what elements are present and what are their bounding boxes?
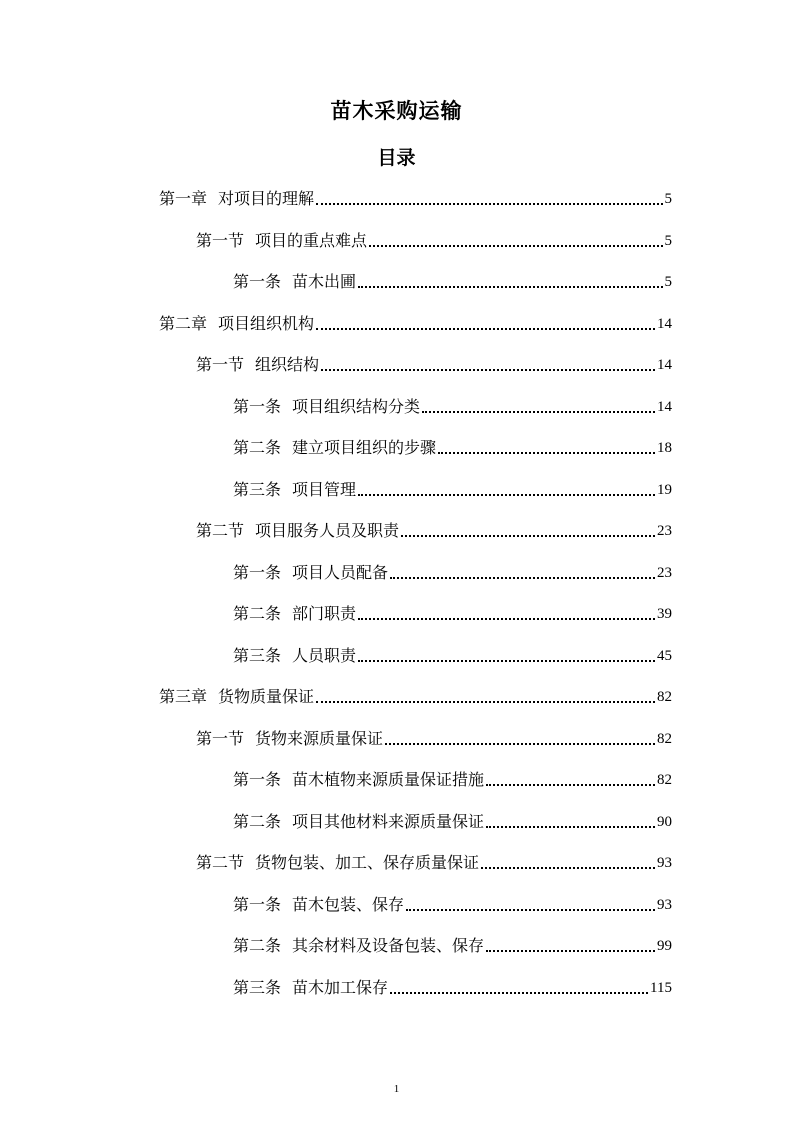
toc-entry-number: 第二节 xyxy=(196,521,245,540)
toc-entry-page: 23 xyxy=(657,565,672,581)
toc-entry-number: 第一条 xyxy=(233,272,282,291)
toc-entry-page: 5 xyxy=(664,191,672,207)
toc-entry-page: 99 xyxy=(657,938,672,954)
toc-entry-number: 第二条 xyxy=(233,438,282,457)
toc-entry-section-2-1[interactable] xyxy=(196,352,672,376)
toc-entry-text: 项目其他材料来源质量保证 xyxy=(292,812,485,831)
toc-entry-page: 45 xyxy=(657,648,672,664)
toc-entry-article-3-1-1[interactable] xyxy=(233,767,672,791)
toc-entry-article-2-1-3[interactable] xyxy=(233,477,672,501)
toc-entry-text: 建立项目组织的步骤 xyxy=(292,438,437,457)
toc-entry-article-1-1-1[interactable] xyxy=(233,269,672,293)
toc-entry-article-3-2-2[interactable] xyxy=(233,933,672,957)
toc-entry-page: 39 xyxy=(657,606,672,622)
toc-entry-text: 项目组织结构分类 xyxy=(292,397,421,416)
toc-dot-leader xyxy=(316,328,655,330)
toc-dot-leader xyxy=(401,535,655,537)
toc-entry-number: 第二条 xyxy=(233,936,282,955)
toc-entry-page: 14 xyxy=(657,316,672,332)
toc-entry-text: 其余材料及设备包装、保存 xyxy=(292,936,485,955)
toc-dot-leader xyxy=(321,369,655,371)
toc-dot-leader xyxy=(316,701,655,703)
toc-entry-number: 第三条 xyxy=(233,480,282,499)
toc-entry-text: 部门职责 xyxy=(292,604,357,623)
toc-entry-number: 第一节 xyxy=(196,231,245,250)
toc-dot-leader xyxy=(316,203,662,205)
toc-entry-chapter-2[interactable] xyxy=(159,311,672,335)
toc-entry-number: 第三条 xyxy=(233,646,282,665)
toc-entry-article-2-2-2[interactable] xyxy=(233,601,672,625)
toc-dot-leader xyxy=(486,950,655,952)
toc-entry-section-3-2[interactable] xyxy=(196,850,672,874)
toc-entry-text: 苗木植物来源质量保证措施 xyxy=(292,770,485,789)
toc-entry-page: 93 xyxy=(657,855,672,871)
toc-entry-text: 苗木出圃 xyxy=(292,272,357,291)
toc-dot-leader xyxy=(358,286,662,288)
toc-dot-leader xyxy=(358,660,655,662)
toc-entry-page: 14 xyxy=(657,399,672,415)
toc-entry-page: 93 xyxy=(657,897,672,913)
toc-entry-number: 第二条 xyxy=(233,604,282,623)
toc-entry-number: 第一条 xyxy=(233,770,282,789)
toc-entry-page: 82 xyxy=(657,772,672,788)
toc-entry-number: 第一条 xyxy=(233,895,282,914)
toc-entry-chapter-1[interactable] xyxy=(159,186,672,210)
toc-entry-number: 第二条 xyxy=(233,812,282,831)
toc-entry-number: 第一条 xyxy=(233,563,282,582)
toc-entry-number: 第二节 xyxy=(196,853,245,872)
toc-entry-page: 19 xyxy=(657,482,672,498)
toc-dot-leader xyxy=(438,452,655,454)
toc-entry-article-2-1-2[interactable] xyxy=(233,435,672,459)
toc-entry-number: 第一章 xyxy=(159,189,208,208)
toc-dot-leader xyxy=(422,411,655,413)
toc-entry-text: 对项目的理解 xyxy=(218,189,315,208)
toc-entry-page: 23 xyxy=(657,523,672,539)
toc-entry-section-3-1[interactable] xyxy=(196,726,672,750)
toc-entry-text: 货物包装、加工、保存质量保证 xyxy=(255,853,480,872)
toc-entry-text: 苗木包装、保存 xyxy=(292,895,405,914)
toc-dot-leader xyxy=(486,784,655,786)
toc-entry-text: 货物来源质量保证 xyxy=(255,729,384,748)
toc-dot-leader xyxy=(486,826,655,828)
toc-entry-page: 82 xyxy=(657,689,672,705)
toc-entry-page: 115 xyxy=(650,980,672,996)
toc-dot-leader xyxy=(358,618,655,620)
toc-entry-page: 14 xyxy=(657,357,672,373)
toc-entry-number: 第一节 xyxy=(196,355,245,374)
toc-entry-number: 第一节 xyxy=(196,729,245,748)
toc-entry-page: 18 xyxy=(657,440,672,456)
toc-entry-article-2-1-1[interactable] xyxy=(233,394,672,418)
page-number: 1 xyxy=(393,1083,400,1095)
toc-entry-number: 第一条 xyxy=(233,397,282,416)
toc-entry-text: 人员职责 xyxy=(292,646,357,665)
document-title: 苗木采购运输 xyxy=(330,99,463,123)
toc-entry-article-2-2-1[interactable] xyxy=(233,560,672,584)
toc-entry-article-2-2-3[interactable] xyxy=(233,643,672,667)
toc-entry-text: 组织结构 xyxy=(255,355,320,374)
toc-entry-page: 90 xyxy=(657,814,672,830)
toc-dot-leader xyxy=(481,867,655,869)
toc-heading: 目录 xyxy=(377,147,416,169)
toc-entry-text: 苗木加工保存 xyxy=(292,978,389,997)
toc-entry-text: 项目管理 xyxy=(292,480,357,499)
toc-entry-text: 货物质量保证 xyxy=(218,687,315,706)
toc-entry-text: 项目组织机构 xyxy=(218,314,315,333)
toc-entry-chapter-3[interactable] xyxy=(159,684,672,708)
toc-entry-text: 项目的重点难点 xyxy=(255,231,368,250)
toc-dot-leader xyxy=(385,743,655,745)
toc-dot-leader xyxy=(390,992,648,994)
toc-entry-article-3-2-3[interactable] xyxy=(233,975,672,999)
toc-entry-article-3-1-2[interactable] xyxy=(233,809,672,833)
toc-dot-leader xyxy=(358,494,655,496)
toc-entry-number: 第三条 xyxy=(233,978,282,997)
toc-entry-page: 5 xyxy=(664,233,672,249)
toc-entry-page: 5 xyxy=(664,274,672,290)
toc-entry-number: 第二章 xyxy=(159,314,208,333)
toc-dot-leader xyxy=(369,245,662,247)
toc-entry-section-1-1[interactable] xyxy=(196,228,672,252)
toc-entry-article-3-2-1[interactable] xyxy=(233,892,672,916)
toc-entry-section-2-2[interactable] xyxy=(196,518,672,542)
toc-entry-number: 第三章 xyxy=(159,687,208,706)
toc-dot-leader xyxy=(390,577,655,579)
toc-entry-text: 项目服务人员及职责 xyxy=(255,521,400,540)
toc-entry-page: 82 xyxy=(657,731,672,747)
toc-entry-text: 项目人员配备 xyxy=(292,563,389,582)
toc-dot-leader xyxy=(406,909,655,911)
